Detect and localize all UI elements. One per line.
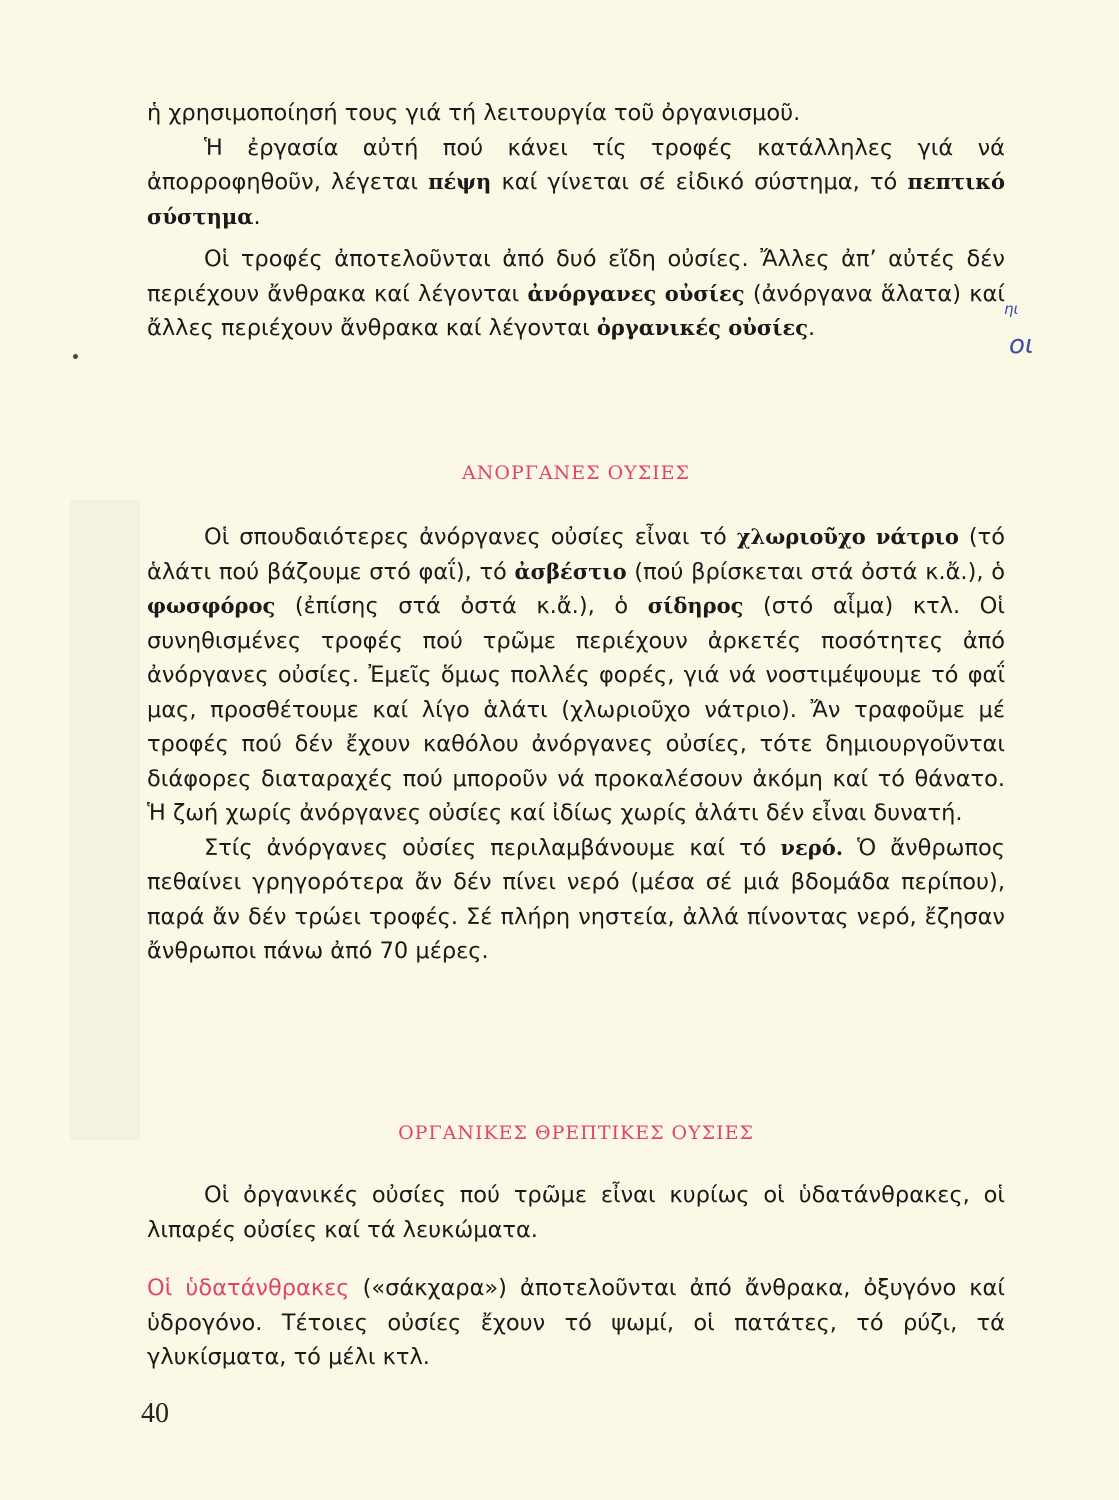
term-fosforos: φωσφόρος	[147, 593, 276, 618]
paragraph-3	[147, 242, 1005, 346]
s1p1-text-3: (πού βρίσκεται στά ὀστά κ.ἄ.), ὁ	[626, 558, 1005, 585]
term-anorganes: ἀνόργανες οὐσίες	[527, 280, 745, 306]
term-pepsi: πέψη	[428, 169, 492, 194]
s1p1-text-2: (τό ἁλάτι πού βάζουμε στό φαΐ), τό	[147, 524, 1005, 585]
section2-paragraph-2	[147, 1271, 1005, 1375]
term-sidiros: σίδηρος	[647, 593, 744, 618]
ink-dot	[73, 354, 78, 359]
paragraph-2	[147, 131, 1005, 235]
term-nero: νερό.	[780, 834, 844, 860]
section2-paragraph-1	[147, 1178, 1005, 1247]
section1-paragraph-1	[147, 520, 1005, 831]
p2-text-3: .	[253, 203, 261, 230]
section-heading-organikes: ΟΡΓΑΝΙΚΕΣ ΘΡΕΠΤΙΚΕΣ ΟΥΣΙΕΣ	[398, 1122, 754, 1144]
p1-text: ἡ χρησιμοποίησή τους γιά τή λειτουργία τοῦ ὀργανισμοῦ.	[147, 100, 801, 126]
p2-text-2: καί γίνεται σέ εἰδικό σύστημα, τό	[491, 169, 908, 195]
intro-text	[147, 96, 1005, 346]
handwritten-note-1: ηι	[1004, 300, 1019, 318]
s1p2-text-1: Στίς ἀνόργανες οὐσίες περιλαμβάνουμε καί τό	[204, 834, 781, 861]
section1-paragraph-2	[147, 831, 1005, 969]
term-organikes: ὀργανικές οὐσίες	[596, 315, 809, 340]
term-chloriouchp: χλωριοῦχο νάτριο	[736, 524, 959, 549]
s2p1-text: Οἱ ὀργανικές οὐσίες πού τρῶμε εἶναι κυρίως οἱ ὑδατάνθρακες, οἱ λιπαρές οὐσίες καί τά λευκώματα.	[147, 1182, 1005, 1243]
scan-shading	[70, 500, 140, 1140]
term-asvestio: ἀσβέστιο	[514, 558, 627, 584]
paragraph-1	[147, 96, 1005, 131]
p3-text-3: .	[808, 315, 816, 341]
s1p1-text-4: (ἐπίσης στά ὀστά κ.ἄ.), ὁ	[275, 593, 648, 619]
section-heading-anorganes: ΑΝΟΡΓΑΝΕΣ ΟΥΣΙΕΣ	[462, 462, 690, 484]
page-number: 40	[141, 1398, 169, 1429]
term-ydatanthrakes: Οἱ ὑδατάνθρακες	[147, 1275, 350, 1301]
s1p1-text-1: Οἱ σπουδαιότερες ἀνόργανες οὐσίες εἶναι τό	[204, 524, 737, 550]
term-peptiko-systima: πεπτικό σύστημα	[147, 169, 1005, 229]
section1-text	[147, 520, 1005, 969]
section2-text	[147, 1178, 1005, 1375]
p2-text-1: Ἡ ἐργασία αὐτή πού κάνει τίς τροφές κατάλληλες γιά νά ἀπορροφηθοῦν, λέγεται	[147, 134, 1005, 195]
p3-text-1: Οἱ τροφές ἀποτελοῦνται ἀπό δυό εἴδη οὐσίες. Ἄλλες ἀπ’ αὐτές δέν περιέχουν ἄνθρακα καί λέγονται	[147, 246, 1005, 307]
handwritten-note-2: οι	[1009, 330, 1034, 360]
p3-text-2: (ἀνόργανα ἅλατα) καί ἄλλες περιέχουν ἄνθρακα καί λέγονται	[147, 280, 1005, 341]
s1p1-text-5: (στό αἷμα) κτλ. Οἱ συνηθισμένες τροφές πού τρῶμε περιέχουν ἀρκετές ποσότητες ἀπό ἀνόργανες οὐσίες. Ἐμεῖς ὅμως πολλές φορές, γιά νά νοστιμέψουμε τό φαΐ μας, προσθέτουμε καί λίγο ἁλάτι (χλωριοῦχο νάτριο). Ἄν τραφοῦμε μέ τροφές πού δέν ἔχουν καθόλου ἀνόργανες οὐσίες, τότε δημιουργοῦνται διάφορες διαταραχές πού μποροῦν νά προκαλέσουν ἀκόμη καί τό θάνατο. Ἡ ζωή χωρίς ἀνόργανες οὐσίες καί ἰδίως χωρίς ἁλάτι δέν εἶναι δυνατή.	[147, 593, 1006, 826]
s1p2-text-2: Ὁ ἄνθρωπος πεθαίνει γρηγορότερα ἄν δέν πίνει νερό (μέσα σέ μιά βδομάδα περίπου), παρά ἄν δέν τρώει τροφές. Σέ πλήρη νηστεία, ἀλλά πίνοντας νερό, ἔζησαν ἄνθρωποι πάνω ἀπό 70 μέρες.	[147, 834, 1005, 964]
s2p2-text-1: («σάκχαρα») ἀποτελοῦνται ἀπό ἄνθρακα, ὀξυγόνο καί ὑδρογόνο. Τέτοιες οὐσίες ἔχουν τό ψωμί, οἱ πατάτες, τό ρύζι, τά γλυκίσματα, τό μέλι κτλ.	[147, 1275, 1005, 1370]
